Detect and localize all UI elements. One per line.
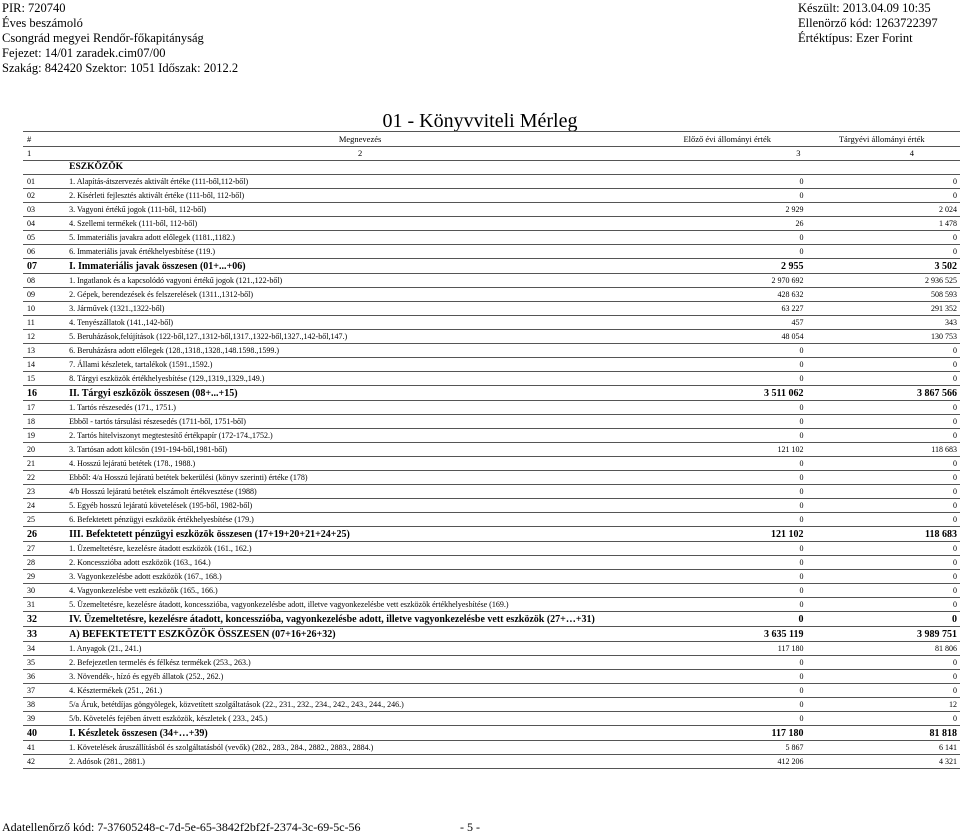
row-previous-value: 0 — [651, 401, 806, 415]
row-current-value: 0 — [806, 570, 960, 584]
row-current-value: 291 352 — [806, 302, 960, 316]
footer-check-code: Adatellenőrző kód: 7-37605248-c-7d-5e-65-3842f2bf2f-2374-3c-69-5c-56 — [2, 820, 361, 834]
row-number: 23 — [23, 485, 69, 499]
row-number: 22 — [23, 471, 69, 485]
footer-page-number: - 5 - — [460, 820, 480, 834]
column-header-prev: Előző évi állományi érték — [651, 132, 806, 147]
row-description: 2. Kísérleti fejlesztés aktivált értéke (111-ből, 112-ből) — [69, 189, 651, 203]
row-current-value: 508 593 — [806, 288, 960, 302]
row-number: 37 — [23, 684, 69, 698]
row-previous-value: 0 — [651, 231, 806, 245]
table-row — [23, 741, 960, 755]
header-right — [798, 1, 938, 46]
row-previous-value: 0 — [651, 457, 806, 471]
row-number: 33 — [23, 627, 69, 642]
row-current-value: 0 — [806, 612, 960, 627]
row-description: 7. Állami készletek, tartalékok (1591.,1592.) — [69, 358, 651, 372]
column-number: 4 — [806, 147, 960, 161]
row-description: 2. Befejezetlen termelés és félkész termékek (253., 263.) — [69, 656, 651, 670]
table-row — [23, 274, 960, 288]
row-previous-value: 0 — [651, 344, 806, 358]
row-description: 4. Vagyonkezelésbe vett eszközök (165., 166.) — [69, 584, 651, 598]
row-current-value: 0 — [806, 401, 960, 415]
column-number: 3 — [651, 147, 806, 161]
section-prev-cell — [651, 161, 806, 175]
row-previous-value: 2 970 692 — [651, 274, 806, 288]
row-current-value: 0 — [806, 231, 960, 245]
section-num-cell — [23, 161, 69, 175]
table-row — [23, 755, 960, 769]
section-curr-cell — [806, 161, 960, 175]
row-description: 6. Befektetett pénzügyi eszközök értékhelyesbítése (179.) — [69, 513, 651, 527]
row-number: 04 — [23, 217, 69, 231]
row-current-value: 6 141 — [806, 741, 960, 755]
table-row — [23, 372, 960, 386]
column-number-row — [23, 147, 960, 161]
table-row — [23, 570, 960, 584]
row-description: 3. Vagyonkezelésbe adott eszközök (167., 168.) — [69, 570, 651, 584]
row-description: 1. Alapítás-átszervezés aktivált értéke (111-ből,112-ből) — [69, 175, 651, 189]
row-current-value: 2 024 — [806, 203, 960, 217]
row-previous-value: 117 180 — [651, 726, 806, 741]
table-row — [23, 471, 960, 485]
table-row — [23, 656, 960, 670]
row-previous-value: 121 102 — [651, 527, 806, 542]
row-number: 05 — [23, 231, 69, 245]
row-number: 02 — [23, 189, 69, 203]
row-description: 4. Hosszú lejáratú betétek (178., 1988.) — [69, 457, 651, 471]
column-header-num: # — [23, 132, 69, 147]
row-description: Ebből - tartós társulási részesedés (1711-ből, 1751-ből) — [69, 415, 651, 429]
table-row — [23, 527, 960, 542]
table-row — [23, 499, 960, 513]
table-row — [23, 245, 960, 259]
row-number: 32 — [23, 612, 69, 627]
row-description: 8. Tárgyi eszközök értékhelyesbítése (129.,1319.,1329.,149.) — [69, 372, 651, 386]
header-check-code: Ellenörző kód: 1263722397 — [798, 16, 938, 30]
row-number: 41 — [23, 741, 69, 755]
row-description: III. Befektetett pénzügyi eszközök összesen (17+19+20+21+24+25) — [69, 527, 651, 542]
row-description: 5. Üzemeltetésre, kezelésre átadott, koncesszióba, vagyonkezelésbe adott, illetve vagyonkezelésbe vett eszközök értékhelyesbítése (169.) — [69, 598, 651, 612]
row-current-value: 1 478 — [806, 217, 960, 231]
row-number: 34 — [23, 642, 69, 656]
row-number: 09 — [23, 288, 69, 302]
row-previous-value: 0 — [651, 499, 806, 513]
row-description: 3. Járművek (1321.,1322-ből) — [69, 302, 651, 316]
table-row — [23, 203, 960, 217]
table-row — [23, 556, 960, 570]
row-description: I. Készletek összesen (34+…+39) — [69, 726, 651, 741]
header-left — [2, 1, 238, 76]
row-current-value: 343 — [806, 316, 960, 330]
table-row — [23, 217, 960, 231]
section-title: ESZKÖZÖK — [69, 161, 651, 175]
row-current-value: 3 502 — [806, 259, 960, 274]
row-number: 10 — [23, 302, 69, 316]
table-row — [23, 302, 960, 316]
table-row — [23, 612, 960, 627]
row-number: 24 — [23, 499, 69, 513]
row-current-value: 3 867 566 — [806, 386, 960, 401]
row-number: 25 — [23, 513, 69, 527]
row-description: A) BEFEKTETETT ESZKÖZÖK ÖSSZESEN (07+16+26+32) — [69, 627, 651, 642]
row-description: 6. Immateriális javak értékhelyesbítése (119.) — [69, 245, 651, 259]
table-row — [23, 642, 960, 656]
row-description: 1. Tartós részesedés (171., 1751.) — [69, 401, 651, 415]
row-description: 1. Anyagok (21., 241.) — [69, 642, 651, 656]
table-header-row — [23, 132, 960, 147]
row-description: 5. Egyéb hosszú lejáratú követelések (195-ből, 1982-ből) — [69, 499, 651, 513]
table-row — [23, 259, 960, 274]
row-current-value: 0 — [806, 415, 960, 429]
row-description: 1. Üzemeltetésre, kezelésre átadott eszközök (161., 162.) — [69, 542, 651, 556]
header-chapter: Fejezet: 14/01 zaradek.cim07/00 — [2, 46, 166, 60]
row-previous-value: 0 — [651, 570, 806, 584]
row-number: 01 — [23, 175, 69, 189]
row-description: Ebből: 4/a Hosszú lejáratú betétek bekerülési (könyv szerinti) értéke (178) — [69, 471, 651, 485]
row-current-value: 3 989 751 — [806, 627, 960, 642]
row-current-value: 0 — [806, 344, 960, 358]
section-row — [23, 161, 960, 175]
row-number: 07 — [23, 259, 69, 274]
row-description: 5/a Áruk, betétdíjas göngyölegek, közvetített szolgáltatások (22., 231., 232., 234., 242., 243., 244., 246.) — [69, 698, 651, 712]
row-current-value: 81 818 — [806, 726, 960, 741]
table-row — [23, 175, 960, 189]
row-previous-value: 0 — [651, 556, 806, 570]
page-title: 01 - Könyvviteli Mérleg — [382, 110, 578, 132]
row-previous-value: 3 635 119 — [651, 627, 806, 642]
row-current-value: 0 — [806, 429, 960, 443]
row-current-value: 0 — [806, 542, 960, 556]
table-row — [23, 231, 960, 245]
row-number: 12 — [23, 330, 69, 344]
row-current-value: 0 — [806, 556, 960, 570]
row-description: 4. Késztermékek (251., 261.) — [69, 684, 651, 698]
row-current-value: 0 — [806, 656, 960, 670]
table-row — [23, 485, 960, 499]
row-current-value: 0 — [806, 358, 960, 372]
column-number: 1 — [23, 147, 69, 161]
header-value-type: Értéktípus: Ezer Forint — [798, 31, 913, 45]
row-previous-value: 0 — [651, 712, 806, 726]
row-current-value: 0 — [806, 485, 960, 499]
row-number: 31 — [23, 598, 69, 612]
row-previous-value: 412 206 — [651, 755, 806, 769]
row-description: 2. Tartós hitelviszonyt megtestesítő értékpapír (172-174.,1752.) — [69, 429, 651, 443]
row-description: 6. Beruházásra adott előlegek (128.,1318.,1328.,148.1598.,1599.) — [69, 344, 651, 358]
row-description: 4. Tenyészállatok (141.,142-ből) — [69, 316, 651, 330]
row-description: II. Tárgyi eszközök összesen (08+...+15) — [69, 386, 651, 401]
row-number: 39 — [23, 712, 69, 726]
row-previous-value: 26 — [651, 217, 806, 231]
row-previous-value: 0 — [651, 358, 806, 372]
row-current-value: 12 — [806, 698, 960, 712]
row-previous-value: 0 — [651, 175, 806, 189]
table-row — [23, 513, 960, 527]
table-row — [23, 542, 960, 556]
table-row — [23, 670, 960, 684]
header-sector: Szakág: 842420 Szektor: 1051 Időszak: 2012.2 — [2, 61, 239, 75]
row-previous-value: 5 867 — [651, 741, 806, 755]
table-row — [23, 627, 960, 642]
row-description: 2. Koncesszióba adott eszközök (163., 164.) — [69, 556, 651, 570]
row-current-value: 0 — [806, 513, 960, 527]
row-previous-value: 0 — [651, 245, 806, 259]
row-number: 06 — [23, 245, 69, 259]
row-previous-value: 0 — [651, 670, 806, 684]
row-number: 35 — [23, 656, 69, 670]
table-row — [23, 358, 960, 372]
balance-sheet-table-wrapper — [23, 131, 960, 769]
column-number: 2 — [69, 147, 651, 161]
row-description: 4/b Hosszú lejáratú betétek elszámolt értékvesztése (1988) — [69, 485, 651, 499]
row-number: 11 — [23, 316, 69, 330]
row-current-value: 0 — [806, 457, 960, 471]
row-description: 1. Ingatlanok és a kapcsolódó vagyoni értékű jogok (121.,122-ből) — [69, 274, 651, 288]
row-number: 19 — [23, 429, 69, 443]
row-previous-value: 0 — [651, 584, 806, 598]
row-previous-value: 0 — [651, 598, 806, 612]
row-previous-value: 457 — [651, 316, 806, 330]
table-row — [23, 598, 960, 612]
table-row — [23, 698, 960, 712]
row-number: 21 — [23, 457, 69, 471]
row-current-value: 0 — [806, 670, 960, 684]
row-current-value: 2 936 525 — [806, 274, 960, 288]
row-number: 30 — [23, 584, 69, 598]
row-previous-value: 117 180 — [651, 642, 806, 656]
row-previous-value: 0 — [651, 684, 806, 698]
row-number: 29 — [23, 570, 69, 584]
row-number: 14 — [23, 358, 69, 372]
row-number: 20 — [23, 443, 69, 457]
row-current-value: 0 — [806, 584, 960, 598]
row-previous-value: 121 102 — [651, 443, 806, 457]
header-report-type: Éves beszámoló — [2, 16, 83, 30]
row-current-value: 118 683 — [806, 443, 960, 457]
table-row — [23, 415, 960, 429]
row-previous-value: 3 511 062 — [651, 386, 806, 401]
column-header-desc: Megnevezés — [69, 132, 651, 147]
row-number: 42 — [23, 755, 69, 769]
row-previous-value: 0 — [651, 429, 806, 443]
row-current-value: 0 — [806, 245, 960, 259]
table-row — [23, 712, 960, 726]
row-number: 15 — [23, 372, 69, 386]
row-current-value: 0 — [806, 372, 960, 386]
row-description: 3. Vagyoni értékű jogok (111-ből, 112-ből) — [69, 203, 651, 217]
balance-sheet-table — [23, 131, 960, 769]
row-number: 36 — [23, 670, 69, 684]
row-previous-value: 0 — [651, 698, 806, 712]
row-previous-value: 0 — [651, 612, 806, 627]
table-row — [23, 726, 960, 741]
row-previous-value: 2 929 — [651, 203, 806, 217]
row-previous-value: 0 — [651, 415, 806, 429]
row-description: 5. Immateriális javakra adott előlegek (1181.,1182.) — [69, 231, 651, 245]
table-row — [23, 330, 960, 344]
table-row — [23, 684, 960, 698]
table-row — [23, 401, 960, 415]
row-current-value: 0 — [806, 499, 960, 513]
row-description: 2. Gépek, berendezések és felszerelések (1311.,1312-ből) — [69, 288, 651, 302]
row-description: 5. Beruházások,felújítások (122-ből,127.,1312-ből,1317.,1322-ből,1327.,142-ből,147.) — [69, 330, 651, 344]
row-description: IV. Üzemeltetésre, kezelésre átadott, koncesszióba, vagyonkezelésbe adott, illetve vagyonkezelésbe vett eszközök (27+…+31) — [69, 612, 651, 627]
row-current-value: 4 321 — [806, 755, 960, 769]
row-previous-value: 0 — [651, 372, 806, 386]
table-row — [23, 288, 960, 302]
row-current-value: 0 — [806, 598, 960, 612]
row-previous-value: 0 — [651, 656, 806, 670]
table-row — [23, 316, 960, 330]
row-description: 4. Szellemi termékek (111-ből, 112-ből) — [69, 217, 651, 231]
row-previous-value: 0 — [651, 471, 806, 485]
row-number: 40 — [23, 726, 69, 741]
row-previous-value: 0 — [651, 513, 806, 527]
row-previous-value: 0 — [651, 485, 806, 499]
table-row — [23, 429, 960, 443]
header-created: Készült: 2013.04.09 10:35 — [798, 1, 931, 15]
table-row — [23, 386, 960, 401]
row-number: 08 — [23, 274, 69, 288]
table-row — [23, 584, 960, 598]
row-current-value: 0 — [806, 684, 960, 698]
row-number: 17 — [23, 401, 69, 415]
row-previous-value: 63 227 — [651, 302, 806, 316]
row-current-value: 130 753 — [806, 330, 960, 344]
row-number: 13 — [23, 344, 69, 358]
column-header-curr: Tárgyévi állományi érték — [806, 132, 960, 147]
row-description: 3. Növendék-, hízó és egyéb állatok (252., 262.) — [69, 670, 651, 684]
row-previous-value: 428 632 — [651, 288, 806, 302]
header-organization: Csongrád megyei Rendőr-főkapitányság — [2, 31, 204, 45]
row-previous-value: 0 — [651, 189, 806, 203]
table-row — [23, 443, 960, 457]
table-row — [23, 457, 960, 471]
row-description: I. Immateriális javak összesen (01+...+06) — [69, 259, 651, 274]
header-pir: PIR: 720740 — [2, 1, 66, 15]
row-current-value: 81 806 — [806, 642, 960, 656]
row-current-value: 0 — [806, 712, 960, 726]
row-description: 1. Követelések áruszállításból és szolgáltatásból (vevők) (282., 283., 284., 2882., 2883., 2884.) — [69, 741, 651, 755]
table-row — [23, 189, 960, 203]
row-current-value: 118 683 — [806, 527, 960, 542]
row-number: 26 — [23, 527, 69, 542]
row-number: 27 — [23, 542, 69, 556]
row-description: 2. Adósok (281., 2881.) — [69, 755, 651, 769]
row-previous-value: 2 955 — [651, 259, 806, 274]
row-previous-value: 48 054 — [651, 330, 806, 344]
row-previous-value: 0 — [651, 542, 806, 556]
row-number: 18 — [23, 415, 69, 429]
row-current-value: 0 — [806, 471, 960, 485]
row-number: 03 — [23, 203, 69, 217]
row-description: 3. Tartósan adott kölcsön (191-194-ből,1981-ből) — [69, 443, 651, 457]
row-description: 5/b. Követelés fejében átvett eszközök, készletek ( 233., 245.) — [69, 712, 651, 726]
row-current-value: 0 — [806, 175, 960, 189]
row-number: 16 — [23, 386, 69, 401]
table-row — [23, 344, 960, 358]
row-current-value: 0 — [806, 189, 960, 203]
row-number: 28 — [23, 556, 69, 570]
row-number: 38 — [23, 698, 69, 712]
